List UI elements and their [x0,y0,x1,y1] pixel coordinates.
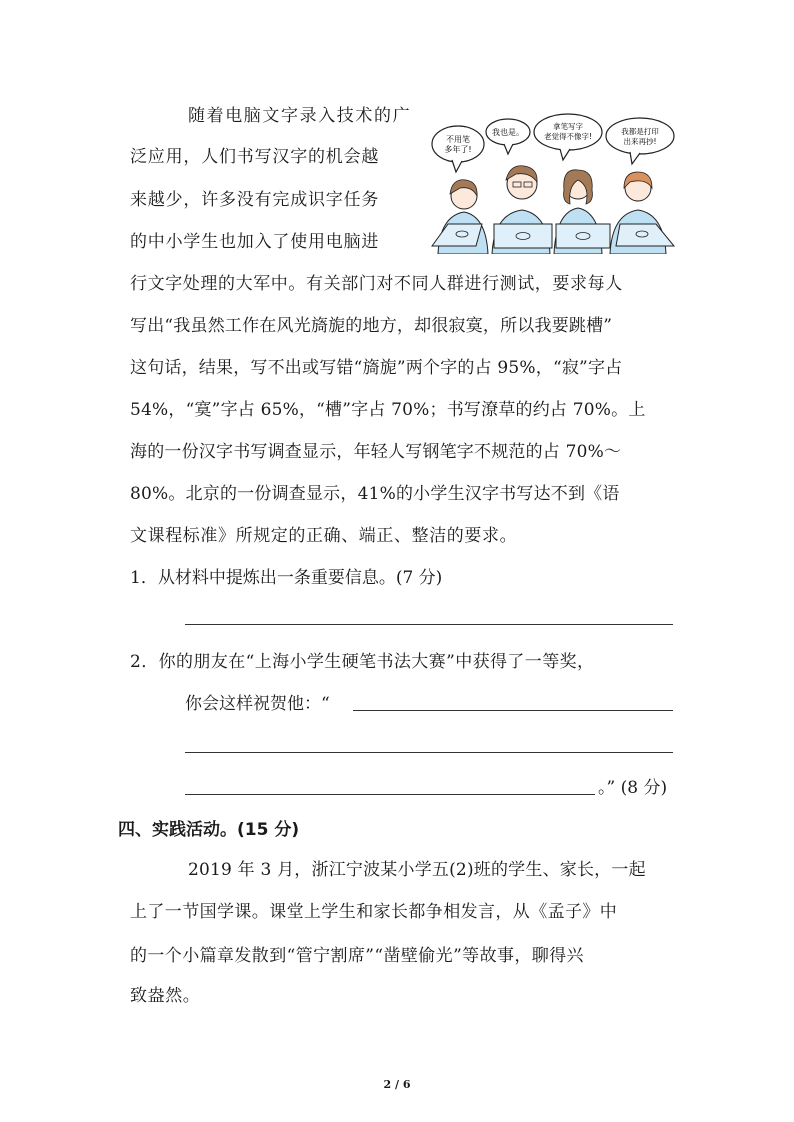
speech-bubble-2 [486,119,530,154]
bubble-2-text: 我也是。 [492,128,524,137]
material-line-2: 泛应用，人们书写汉字的机会越 [130,147,380,167]
bubble-1-text-a: 不用笔 [446,135,470,144]
speech-bubble-1 [432,126,484,172]
material-line-1: 随着电脑文字录入技术的广 [188,106,412,126]
material-line-5: 行文字处理的大军中。有关部门对不同人群进行测试，要求每人 [130,274,623,294]
bubble-3-text-b: 老觉得不像字! [543,132,593,141]
bubble-4-text-a: 我都是打印 [621,127,659,136]
material-line-10: 80%。北京的一份调查显示，41%的小学生汉字书写达不到《语 [130,484,620,504]
speech-bubble-4 [606,118,674,164]
material-line-6: 写出“我虽然工作在风光旖旎的地方，却很寂寞，所以我要跳槽” [130,316,613,336]
section-4-line-1: 2019 年 3 月，浙江宁波某小学五(2)班的学生、家长，一起 [188,860,646,880]
laptop-2 [494,224,552,248]
laptop-1 [432,224,482,246]
question-2-prompt: 你会这样祝贺他：“ [185,694,330,714]
answer-line-q2-a[interactable] [353,710,673,711]
question-2-end: 。” (8 分) [598,778,668,798]
material-line-8: 54%，“寞”字占 65%，“槽”字占 70%；书写潦草的约占 70%。上 [130,400,646,420]
section-4-line-2: 上了一节国学课。课堂上学生和家长都争相发言，从《孟子》中 [130,902,618,922]
section-4-heading: 四、实践活动。(15 分) [118,820,300,840]
bubble-4-text-b: 出来再抄! [623,137,657,146]
material-line-3: 来越少，许多没有完成识字任务 [130,190,380,210]
laptop-4 [616,224,674,246]
cartoon-illustration [430,106,680,254]
answer-line-q2-b[interactable] [185,752,673,753]
question-1: 1．从材料中提炼出一条重要信息。(7 分) [130,568,443,588]
section-4-line-3: 的一个小篇章发散到“管宁割席”“凿壁偷光”等故事，聊得兴 [130,946,584,966]
material-line-7: 这句话，结果，写不出或写错“旖旎”两个字的占 95%，“寂”字占 [130,358,623,378]
material-line-9: 海的一份汉字书写调查显示，年轻人写钢笔字不规范的占 70%～ [130,442,622,462]
laptop-3 [556,224,610,248]
section-4-line-4: 致盎然。 [130,986,201,1006]
speech-bubble-3 [534,114,602,160]
question-2: 2．你的朋友在“上海小学生硬笔书法大赛”中获得了一等奖， [130,652,595,672]
bubble-3-text-a: 拿笔写字 [553,122,583,131]
bubble-1-text-b: 多年了! [444,145,472,154]
material-line-11: 文课程标准》所规定的正确、端正、整洁的要求。 [130,526,518,546]
answer-line-q2-c[interactable] [185,794,595,795]
answer-line-q1[interactable] [185,624,673,625]
page-number: 2 / 6 [383,1078,411,1091]
material-line-4: 的中小学生也加入了使用电脑进 [130,232,380,252]
